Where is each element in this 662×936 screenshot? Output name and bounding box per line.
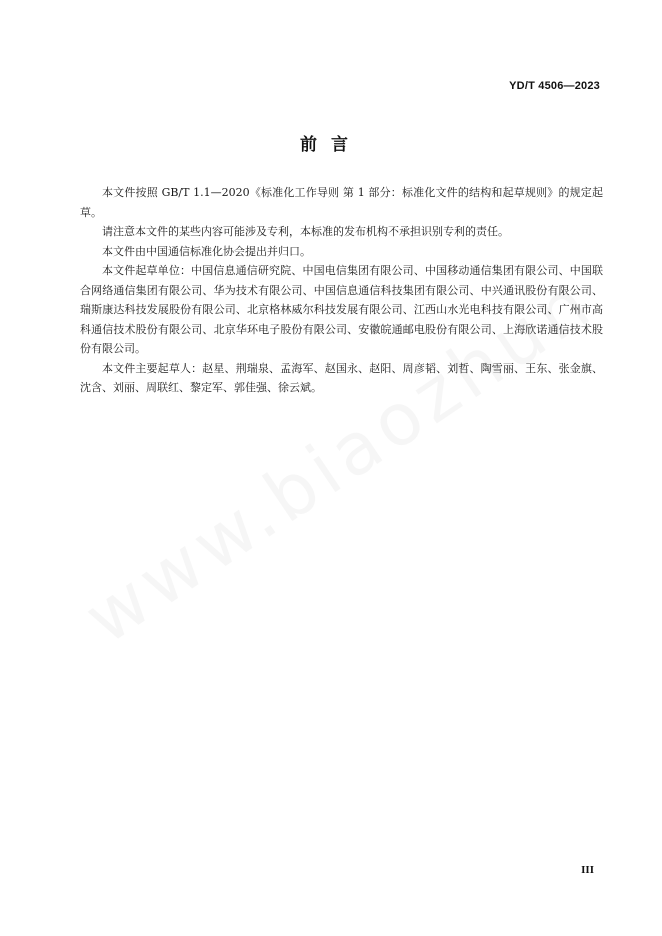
page-number: III [581, 864, 594, 876]
paragraph-drafting-rules: 本文件按照 GB/T 1.1—2020《标准化工作导则 第 1 部分：标准化文件的结构和起草规则》的规定起草。 [80, 186, 603, 219]
paragraph-drafting-units: 本文件起草单位：中国信息通信研究院、中国电信集团有限公司、中国移动通信集团有限公司、中国联合网络通信集团有限公司、华为技术有限公司、中国信息通信科技集团有限公司、中兴通讯股份有限公司、瑞斯康达科技发展股份有限公司、北京格林威尔科技发展有限公司、江西山水光电科技有限公司、广州市高科通信技术股份有限公司、北京华环电子股份有限公司、安徽皖通邮电股份有限公司、上海欣诺通信技术股份有限公司。 [80, 264, 603, 355]
paragraph-drafters: 本文件主要起草人：赵星、荆瑞泉、孟海军、赵国永、赵阳、周彦韬、刘哲、陶雪丽、王东、张金旗、沈含、刘丽、周联红、黎定军、郭佳强、徐云斌。 [80, 361, 603, 394]
foreword-body [80, 183, 603, 398]
page-title: 前言 [300, 135, 362, 155]
paragraph-proposer: 本文件由中国通信标准化协会提出并归口。 [102, 244, 311, 258]
paragraph-patent-notice: 请注意本文件的某些内容可能涉及专利，本标准的发布机构不承担识别专利的责任。 [102, 225, 509, 238]
document-code: YD/T 4506—2023 [509, 80, 600, 92]
